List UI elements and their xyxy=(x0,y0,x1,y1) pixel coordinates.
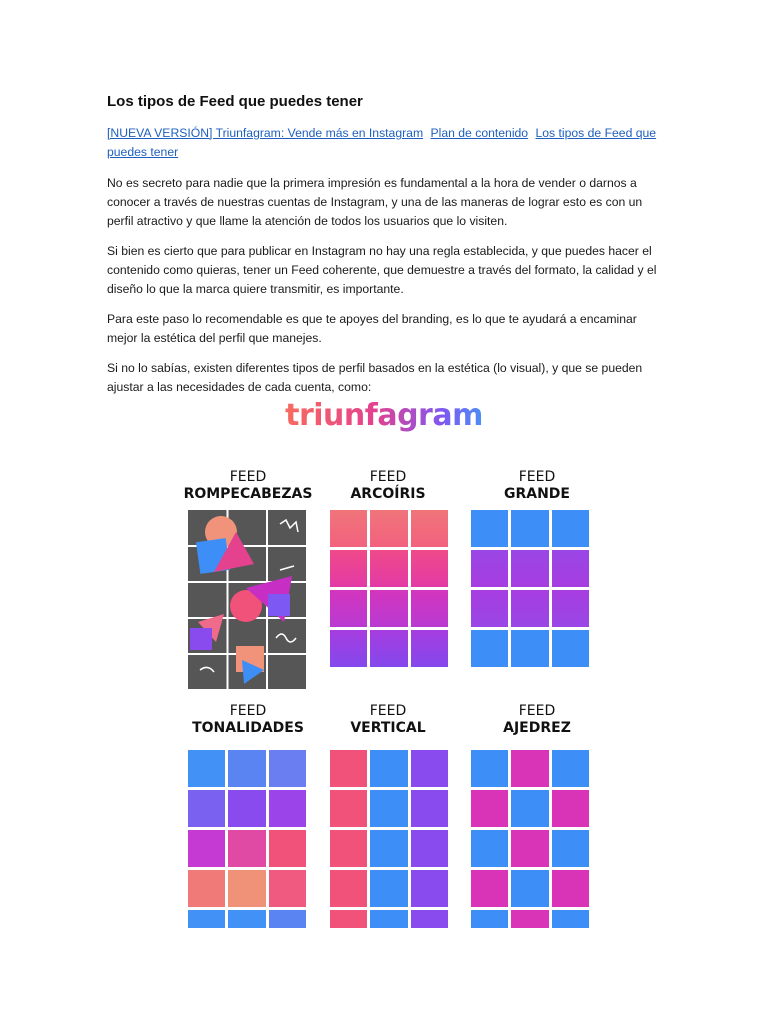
grid-cell xyxy=(411,870,448,907)
feed-vertical-grid xyxy=(330,750,448,928)
grid-cell xyxy=(370,590,407,627)
grid-cell xyxy=(552,550,589,587)
grid-cell xyxy=(552,870,589,907)
grid-cell xyxy=(228,750,265,787)
link-tipos-feed[interactable]: Los tipos de Feed que puedes tener xyxy=(107,126,657,159)
feed-grande-grid xyxy=(471,510,589,667)
grid-cell xyxy=(552,790,589,827)
grid-cell xyxy=(188,870,225,907)
feed-title-rompecabezas xyxy=(168,469,328,503)
feed-label: FEED xyxy=(369,469,407,485)
grid-cell xyxy=(330,750,367,787)
grid-cell xyxy=(552,910,589,928)
grid-cell xyxy=(188,910,225,928)
grid-cell xyxy=(228,910,265,928)
feed-title-tonalidades xyxy=(168,703,328,737)
grid-cell xyxy=(411,830,448,867)
grid-cell xyxy=(228,790,265,827)
grid-cell xyxy=(330,830,367,867)
grid-cell xyxy=(511,790,548,827)
link-plan-contenido[interactable]: Plan de contenido xyxy=(430,126,529,140)
grid-cell xyxy=(188,790,225,827)
grid-cell xyxy=(552,750,589,787)
feed-name: GRANDE xyxy=(503,486,570,502)
grid-cell xyxy=(471,790,508,827)
grid-cell xyxy=(330,510,367,547)
grid-cell xyxy=(330,870,367,907)
paragraph-2: Si bien es cierto que para publicar en Instagram no hay una regla establecida, y que puedes hacer el contenido como quieras, tener un Feed coherente, que demuestre a través del formato, la calidad y el diseño lo que la marca quiere transmitir, es importante. xyxy=(107,244,657,296)
grid-cell xyxy=(511,910,548,928)
grid-cell xyxy=(370,510,407,547)
grid-cell xyxy=(411,750,448,787)
grid-cell xyxy=(471,750,508,787)
logo-container xyxy=(0,398,768,433)
grid-cell xyxy=(511,750,548,787)
grid-cell xyxy=(330,790,367,827)
grid-cell xyxy=(370,550,407,587)
grid-cell xyxy=(330,910,367,928)
document-page xyxy=(107,93,657,408)
grid-cell xyxy=(411,510,448,547)
grid-cell xyxy=(471,910,508,928)
grid-cell xyxy=(228,830,265,867)
grid-cell xyxy=(511,510,548,547)
grid-cell xyxy=(269,750,306,787)
feed-label: FEED xyxy=(518,703,556,719)
paragraph-3: Para este paso lo recomendable es que te apoyes del branding, es lo que te ayudará a encaminar mejor la estética del perfil que manejes. xyxy=(107,312,637,345)
grid-cell xyxy=(511,830,548,867)
grid-cell xyxy=(511,870,548,907)
grid-cell xyxy=(370,870,407,907)
grid-cell xyxy=(370,910,407,928)
grid-cell xyxy=(411,550,448,587)
puzzle-illustration xyxy=(188,510,306,689)
link-nueva-version[interactable]: [NUEVA VERSIÓN] Triunfagram: Vende más en Instagram xyxy=(107,126,424,140)
grid-cell xyxy=(411,910,448,928)
grid-cell xyxy=(370,830,407,867)
feed-name: AJEDREZ xyxy=(503,720,571,736)
grid-cell xyxy=(552,590,589,627)
grid-cell xyxy=(411,790,448,827)
grid-cell xyxy=(471,550,508,587)
grid-cell xyxy=(471,510,508,547)
triunfagram-logo: triunfagram xyxy=(285,398,483,433)
grid-cell xyxy=(269,910,306,928)
feed-name: ARCOÍRIS xyxy=(350,486,426,502)
feed-title-vertical xyxy=(308,703,468,737)
grid-cell xyxy=(228,870,265,907)
feed-title-grande xyxy=(457,469,617,503)
grid-cell xyxy=(552,830,589,867)
grid-cell xyxy=(330,590,367,627)
grid-cell xyxy=(269,790,306,827)
grid-cell xyxy=(188,750,225,787)
grid-cell xyxy=(511,590,548,627)
grid-cell xyxy=(370,790,407,827)
grid-cell xyxy=(471,590,508,627)
page-title: Los tipos de Feed que puedes tener xyxy=(107,93,363,110)
grid-cell xyxy=(370,750,407,787)
feed-name: VERTICAL xyxy=(350,720,426,736)
feed-arcoiris-grid xyxy=(330,510,448,667)
feed-label: FEED xyxy=(229,703,267,719)
grid-cell xyxy=(269,830,306,867)
grid-cell xyxy=(471,830,508,867)
grid-cell xyxy=(471,870,508,907)
feed-title-ajedrez xyxy=(457,703,617,737)
feed-tonalidades-grid xyxy=(188,750,306,928)
grid-cell xyxy=(552,510,589,547)
feed-label: FEED xyxy=(229,469,267,485)
paragraph-4: Si no lo sabías, existen diferentes tipos de perfil basados en la estética (lo visual), y que se pueden ajustar a las necesidades de cada cuenta, como: xyxy=(107,361,643,394)
grid-cell xyxy=(188,830,225,867)
grid-cell xyxy=(511,630,548,667)
feed-title-arcoiris xyxy=(308,469,468,503)
grid-cell xyxy=(269,870,306,907)
feed-name: ROMPECABEZAS xyxy=(183,486,313,502)
grid-cell xyxy=(330,630,367,667)
grid-cell xyxy=(471,630,508,667)
breadcrumb-links xyxy=(107,124,657,162)
grid-cell xyxy=(411,590,448,627)
feed-label: FEED xyxy=(518,469,556,485)
feed-rompecabezas-grid xyxy=(188,510,306,689)
feed-name: TONALIDADES xyxy=(192,720,304,736)
grid-cell xyxy=(511,550,548,587)
grid-cell xyxy=(552,630,589,667)
feed-ajedrez-grid xyxy=(471,750,589,928)
grid-cell xyxy=(330,550,367,587)
paragraph-1: No es secreto para nadie que la primera impresión es fundamental a la hora de vender o darnos a conocer a través de nuestras cuentas de Instagram, y una de las maneras de lograr esto es con un perfil atractivo y que llame la atención de todos los usuarios que lo visiten. xyxy=(107,176,643,228)
grid-cell xyxy=(411,630,448,667)
grid-cell xyxy=(370,630,407,667)
feed-label: FEED xyxy=(369,703,407,719)
